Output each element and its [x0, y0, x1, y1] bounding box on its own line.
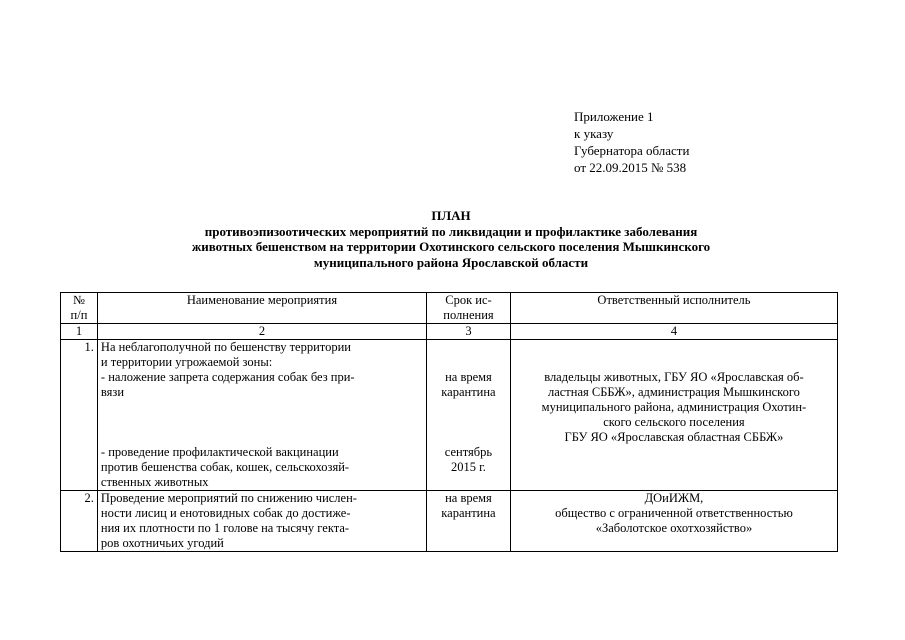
title-line-1: ПЛАН: [431, 208, 471, 223]
row-1-term-a-line-2: карантина: [441, 385, 496, 399]
table-row: [61, 340, 838, 491]
header-num-line-1: №: [72, 293, 85, 307]
header-term: [427, 293, 511, 324]
row-2-name-line: ности лисиц и енотовидных собак до достиже-: [100, 506, 351, 520]
col-number-2: 2: [97, 324, 426, 340]
row-1-term-b-line-1: сентябрь: [444, 445, 493, 459]
row-1-exec-a-line: муниципального района, администрация Охотин-: [541, 400, 807, 414]
row-1-term: [427, 340, 511, 491]
appendix-block: [574, 108, 689, 176]
row-1-exec-a-line: владельцы животных, ГБУ ЯО «Ярославская об-: [544, 370, 804, 384]
spacer: [514, 340, 834, 370]
row-2-num: 2.: [61, 491, 98, 552]
row-2-term-line-1: на время: [445, 491, 492, 505]
title-line-4: муниципального района Ярославской области: [313, 254, 589, 270]
row-1-term-a-line-1: на время: [445, 370, 492, 384]
plan-table: [60, 292, 838, 552]
row-1-name-line: - наложение запрета содержания собак без при-: [100, 370, 355, 384]
spacer: [101, 400, 423, 445]
row-2-exec-line: «Заболотское охотхозяйство»: [595, 521, 753, 535]
row-1-name-line: и территории угрожаемой зоны:: [100, 355, 273, 369]
row-1-name-line: вязи: [100, 385, 125, 399]
column-number-row: [61, 324, 838, 340]
row-2-name: [97, 491, 426, 552]
col-number-3: 3: [427, 324, 511, 340]
row-1-exec-a-line: ластная СББЖ», администрация Мышкинского: [547, 385, 800, 399]
row-1-name: [97, 340, 426, 491]
header-term-line-1: Срок ис-: [445, 293, 492, 307]
row-2-exec-line: общество с ограниченной ответственностью: [555, 506, 793, 520]
header-term-line-2: полнения: [443, 308, 494, 322]
title-line-2: противоэпизоотических мероприятий по ликвидации и профилактике заболевания: [204, 223, 698, 239]
spacer: [430, 340, 507, 370]
row-1-num: 1.: [61, 340, 98, 491]
table-header-row: [61, 293, 838, 324]
appendix-line-3: Губернатора области: [574, 143, 690, 158]
spacer: [430, 400, 507, 445]
row-1-exec-b: ГБУ ЯО «Ярославская областная СББЖ»: [564, 430, 784, 444]
document-title: [60, 208, 842, 270]
col-number-1: 1: [61, 324, 98, 340]
appendix-line-4: от 22.09.2015 № 538: [574, 160, 687, 175]
col-number-4: 4: [510, 324, 837, 340]
row-1-executor: [510, 340, 837, 491]
row-2-executor: [510, 491, 837, 552]
row-2-name-line: Проведение мероприятий по снижению числен-: [100, 491, 357, 505]
row-2-term: [427, 491, 511, 552]
row-1-name-line: - проведение профилактической вакцинации: [100, 445, 339, 459]
row-2-term-line-2: карантина: [441, 506, 496, 520]
header-name: Наименование мероприятия: [97, 293, 426, 324]
appendix-line-2: к указу: [574, 126, 614, 141]
row-2-name-line: ния их плотности по 1 голове на тысячу гекта-: [100, 521, 350, 535]
row-1-name-line: против бешенства собак, кошек, сельскохозяй-: [100, 460, 350, 474]
header-num: [61, 293, 98, 324]
row-2-name-line: ров охотничьих угодий: [100, 536, 224, 550]
header-num-line-2: п/п: [70, 308, 88, 322]
table-row: [61, 491, 838, 552]
row-1-term-b-line-2: 2015 г.: [450, 460, 486, 474]
row-2-exec-line: ДОиИЖМ,: [644, 491, 704, 505]
appendix-line-1: Приложение 1: [574, 109, 654, 124]
header-executor: Ответственный исполнитель: [510, 293, 837, 324]
title-line-3: животных бешенством на территории Охотинского сельского поселения Мышкинского: [191, 239, 711, 254]
row-1-name-line: На неблагополучной по бешенству территории: [100, 340, 351, 354]
row-1-exec-a-line: ского сельского поселения: [603, 415, 745, 429]
row-1-name-line: ственных животных: [100, 475, 209, 489]
